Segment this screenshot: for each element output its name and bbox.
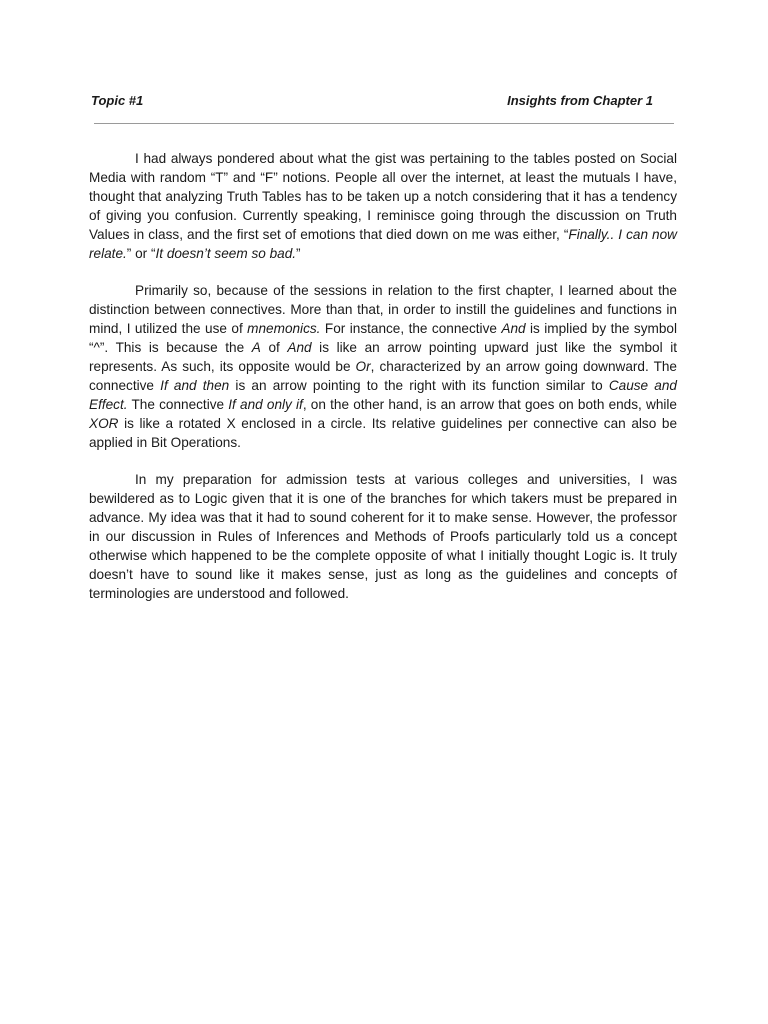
paragraph-text: Primarily so, because of the sessions in relation to the first chapter, I learned about the distinction between connectives. More than that, in order to instill the guidelines and functions in mind, I utilized the use of — [89, 283, 677, 337]
paragraph — [89, 471, 677, 603]
chapter-title: Insights from Chapter 1 — [507, 93, 653, 108]
paragraph-text: For instance, the connective — [320, 321, 502, 337]
italic-text: It doesn’t seem so bad. — [155, 245, 297, 261]
paragraph-text: of — [260, 340, 288, 356]
italic-text: And — [287, 340, 312, 356]
paragraph-text: The connective — [127, 396, 229, 412]
paragraph — [89, 150, 677, 263]
topic-label: Topic #1 — [91, 93, 144, 108]
paragraph-text: , characterized by an arrow going downward. The connective — [89, 358, 677, 393]
italic-text: XOR — [89, 415, 119, 431]
italic-text: And — [501, 321, 526, 337]
italic-text: Cause and Effect. — [89, 377, 677, 412]
paragraph-text: is like a rotated X enclosed in a circle. Its relative guidelines per connective can also be applied in Bit Operations. — [89, 415, 677, 450]
paragraph-text: ” or “ — [126, 245, 156, 261]
italic-text: Finally.. I can now relate. — [89, 226, 677, 261]
italic-text: If and only if — [228, 396, 303, 412]
paragraph — [89, 282, 677, 452]
paragraph-text: ” — [296, 245, 301, 261]
paragraph-text: is an arrow pointing to the right with its function similar to — [229, 377, 609, 393]
header-divider — [94, 123, 674, 124]
paragraph-text: is like an arrow pointing upward just like the symbol it represents. As such, its opposite would be — [89, 340, 678, 374]
page-header — [91, 92, 653, 110]
paragraph-text: I had always pondered about what the gist was pertaining to the tables posted on Social Media with random “T” and “F” notions. People all over the internet, at least the mutuals I have, thought that analyzing Truth Tables has to be taken up a notch considering that it has a tendency of giving you confusion. Currently speaking, I reminisce going through the discussion on Truth Values in class, and the first set of emotions that died down on me was either, “ — [89, 151, 677, 242]
paragraph-text: is implied by the symbol “^”. This is because the — [89, 321, 677, 356]
document-body — [89, 150, 677, 604]
italic-text: mnemonics. — [247, 321, 321, 337]
paragraph-text: In my preparation for admission tests at various colleges and universities, I was bewildered as to Logic given that it is one of the branches for which takers must be prepared in advance. My idea was that it had to sound coherent for it to make sense. However, the professor in our discussion in Rules of Inferences and Methods of Proofs particularly told us a concept otherwise which happened to be the complete opposite of what I initially thought Logic is. It truly doesn’t have to sound like it makes sense, just as long as the guidelines and concepts of terminologies are understood and followed. — [89, 472, 677, 601]
italic-text: A — [251, 340, 261, 356]
paragraph-text: , on the other hand, is an arrow that goes on both ends, while — [302, 396, 677, 412]
italic-text: If and then — [160, 377, 230, 393]
italic-text: Or — [355, 358, 371, 374]
